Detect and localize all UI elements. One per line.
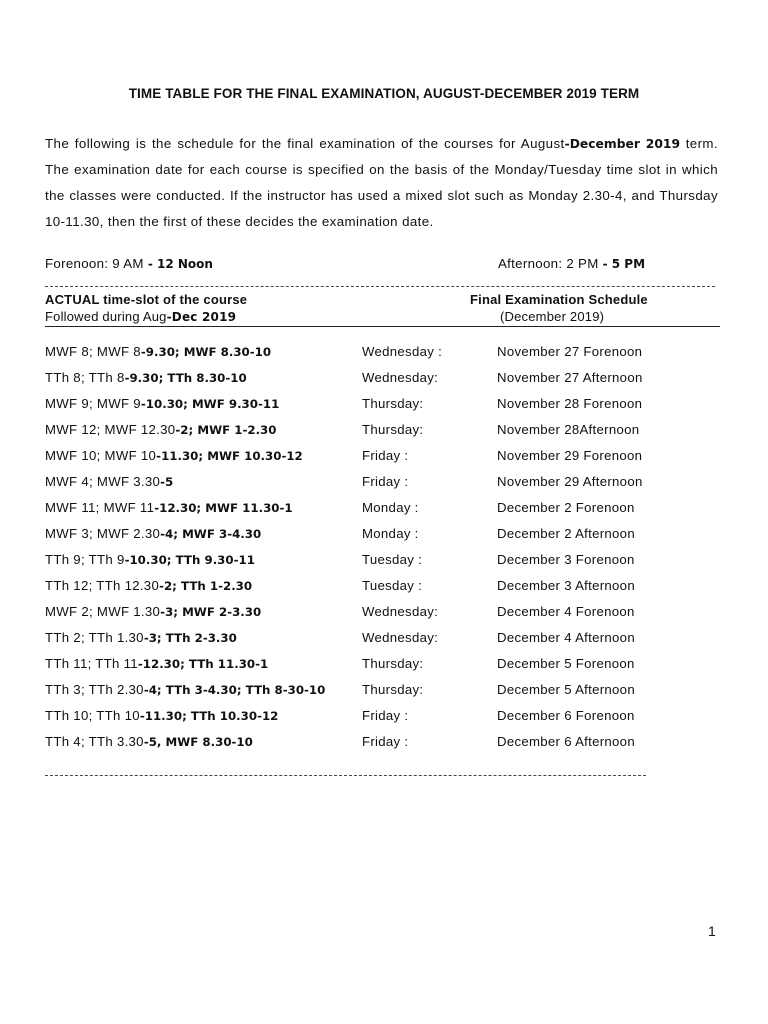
- timeslot-secondary: -4; TTh 3-4.30; TTh 8-30-10: [143, 683, 326, 697]
- timeslot-primary: MWF 8; MWF 8: [45, 344, 141, 359]
- timeslot-cell: [45, 552, 255, 567]
- forenoon-label: Forenoon: 9 AM: [45, 256, 148, 271]
- page-number: 1: [708, 923, 716, 939]
- exam-day-cell: Thursday:: [362, 682, 424, 697]
- timeslot-primary: MWF 3; MWF 2.30: [45, 526, 161, 541]
- timeslot-secondary: -3; MWF 2-3.30: [160, 605, 262, 619]
- timeslot-primary: MWF 10; MWF 10: [45, 448, 157, 463]
- afternoon-label: Afternoon: 2 PM: [498, 256, 603, 271]
- exam-date-cell: November 29 Forenoon: [497, 448, 643, 463]
- intro-text-part2: term. The examination date for each course is specified on the basis of the Monday/Tuesday time slot in which the classes were conducted. If the instructor has used a mixed slot such as Monday 2.30-4, and Thursday 10-11.30, then the first of these decides the examination date.: [45, 136, 718, 229]
- exam-day-cell: Monday :: [362, 500, 419, 515]
- exam-day-cell: Friday :: [362, 474, 409, 489]
- table-row: [45, 708, 718, 734]
- afternoon-time: [498, 256, 645, 271]
- timeslot-cell: [45, 500, 293, 515]
- table-row: [45, 344, 718, 370]
- timeslot-cell: [45, 422, 276, 437]
- timeslot-cell: [45, 734, 253, 749]
- table-row: [45, 526, 718, 552]
- table-row: [45, 422, 718, 448]
- timeslot-cell: [45, 630, 237, 645]
- afternoon-range: - 5 PM: [602, 257, 646, 271]
- timeslot-cell: [45, 656, 268, 671]
- table-row: [45, 734, 718, 760]
- table-row: [45, 682, 718, 708]
- timeslot-secondary: -10.30; MWF 9.30-11: [140, 397, 280, 411]
- exam-day-cell: Wednesday :: [362, 344, 443, 359]
- table-row: [45, 578, 718, 604]
- header-rule: [45, 326, 720, 327]
- timeslot-primary: TTh 8; TTh 8: [45, 370, 125, 385]
- timeslot-primary: TTh 3; TTh 2.30: [45, 682, 144, 697]
- exam-day-cell: Thursday:: [362, 396, 424, 411]
- timeslot-primary: TTh 4; TTh 3.30: [45, 734, 144, 749]
- intro-text-part1: The following is the schedule for the final examination of the courses for August: [45, 136, 565, 151]
- exam-date-cell: December 6 Forenoon: [497, 708, 635, 723]
- header-schedule: Final Examination Schedule: [470, 292, 648, 307]
- timeslot-primary: TTh 9; TTh 9: [45, 552, 125, 567]
- exam-date-cell: December 3 Afternoon: [497, 578, 635, 593]
- timeslot-secondary: -5, MWF 8.30-10: [143, 735, 253, 749]
- table-row: [45, 604, 718, 630]
- dashed-divider-top: [45, 286, 715, 287]
- table-row: [45, 474, 718, 500]
- exam-day-cell: Wednesday:: [362, 630, 439, 645]
- exam-date-cell: December 2 Forenoon: [497, 500, 635, 515]
- exam-date-cell: December 3 Forenoon: [497, 552, 635, 567]
- timeslot-cell: [45, 396, 279, 411]
- exam-date-cell: November 27 Forenoon: [497, 344, 643, 359]
- timeslot-secondary: -2; MWF 1-2.30: [175, 423, 277, 437]
- timeslot-cell: [45, 474, 173, 489]
- timeslot-cell: [45, 682, 325, 697]
- timeslot-secondary: -11.30; MWF 10.30-12: [156, 449, 303, 463]
- exam-date-cell: December 4 Forenoon: [497, 604, 635, 619]
- exam-day-cell: Wednesday:: [362, 370, 439, 385]
- timeslot-primary: MWF 4; MWF 3.30: [45, 474, 161, 489]
- exam-date-cell: November 27 Afternoon: [497, 370, 643, 385]
- exam-day-cell: Friday :: [362, 448, 409, 463]
- timeslot-secondary: -9.30; MWF 8.30-10: [140, 345, 272, 359]
- timeslot-cell: [45, 526, 261, 541]
- exam-date-cell: December 2 Afternoon: [497, 526, 635, 541]
- exam-day-cell: Tuesday :: [362, 578, 423, 593]
- exam-date-cell: December 5 Afternoon: [497, 682, 635, 697]
- timeslot-primary: MWF 11; MWF 11: [45, 500, 155, 515]
- forenoon-range: - 12 Noon: [147, 257, 213, 271]
- timeslot-secondary: -2; TTh 1-2.30: [159, 579, 253, 593]
- timeslot-primary: MWF 12; MWF 12.30: [45, 422, 176, 437]
- exam-day-cell: Monday :: [362, 526, 419, 541]
- timeslot-secondary: -3; TTh 2-3.30: [143, 631, 237, 645]
- intro-paragraph: [45, 131, 718, 235]
- exam-date-cell: November 29 Afternoon: [497, 474, 643, 489]
- exam-day-cell: Tuesday :: [362, 552, 423, 567]
- table-row: [45, 500, 718, 526]
- timeslot-secondary: -4; MWF 3-4.30: [160, 527, 262, 541]
- timeslot-secondary: -9.30; TTh 8.30-10: [124, 371, 247, 385]
- exam-day-cell: Thursday:: [362, 656, 424, 671]
- timeslot-primary: MWF 2; MWF 1.30: [45, 604, 161, 619]
- header-followed: [45, 309, 236, 324]
- header-followed-label: Followed during Aug: [45, 309, 167, 324]
- timeslot-secondary: -10.30; TTh 9.30-11: [124, 553, 255, 567]
- exam-day-cell: Wednesday:: [362, 604, 439, 619]
- exam-date-cell: December 5 Forenoon: [497, 656, 635, 671]
- timeslot-cell: [45, 344, 271, 359]
- exam-day-cell: Friday :: [362, 734, 409, 749]
- schedule-table: [45, 344, 718, 760]
- exam-date-cell: November 28 Forenoon: [497, 396, 643, 411]
- exam-day-cell: Thursday:: [362, 422, 424, 437]
- table-row: [45, 630, 718, 656]
- timeslot-primary: MWF 9; MWF 9: [45, 396, 141, 411]
- timeslot-secondary: -11.30; TTh 10.30-12: [139, 709, 279, 723]
- forenoon-time: [45, 256, 213, 271]
- timeslot-primary: TTh 10; TTh 10: [45, 708, 140, 723]
- table-row: [45, 552, 718, 578]
- exam-date-cell: December 4 Afternoon: [497, 630, 635, 645]
- exam-day-cell: Friday :: [362, 708, 409, 723]
- timeslot-primary: TTh 2; TTh 1.30: [45, 630, 144, 645]
- timeslot-secondary: -12.30; TTh 11.30-1: [137, 657, 269, 671]
- table-row: [45, 448, 718, 474]
- timeslot-primary: TTh 11; TTh 11: [45, 656, 138, 671]
- header-timeslot: ACTUAL time-slot of the course: [45, 292, 248, 307]
- header-schedule-month: (December 2019): [500, 309, 605, 324]
- header-followed-term: -Dec 2019: [166, 310, 237, 324]
- exam-date-cell: November 28Afternoon: [497, 422, 640, 437]
- timeslot-cell: [45, 578, 252, 593]
- exam-date-cell: December 6 Afternoon: [497, 734, 635, 749]
- table-row: [45, 370, 718, 396]
- timeslot-cell: [45, 708, 278, 723]
- table-row: [45, 396, 718, 422]
- timeslot-secondary: -5: [160, 475, 174, 489]
- timeslot-cell: [45, 448, 303, 463]
- table-row: [45, 656, 718, 682]
- dashed-divider-bottom: [45, 775, 646, 776]
- timeslot-secondary: -12.30; MWF 11.30-1: [154, 501, 293, 515]
- page-title: TIME TABLE FOR THE FINAL EXAMINATION, AUGUST-DECEMBER 2019 TERM: [128, 86, 640, 101]
- timeslot-primary: TTh 12; TTh 12.30: [45, 578, 160, 593]
- timeslot-cell: [45, 370, 247, 385]
- timeslot-cell: [45, 604, 261, 619]
- intro-text-term: -December 2019: [564, 137, 681, 151]
